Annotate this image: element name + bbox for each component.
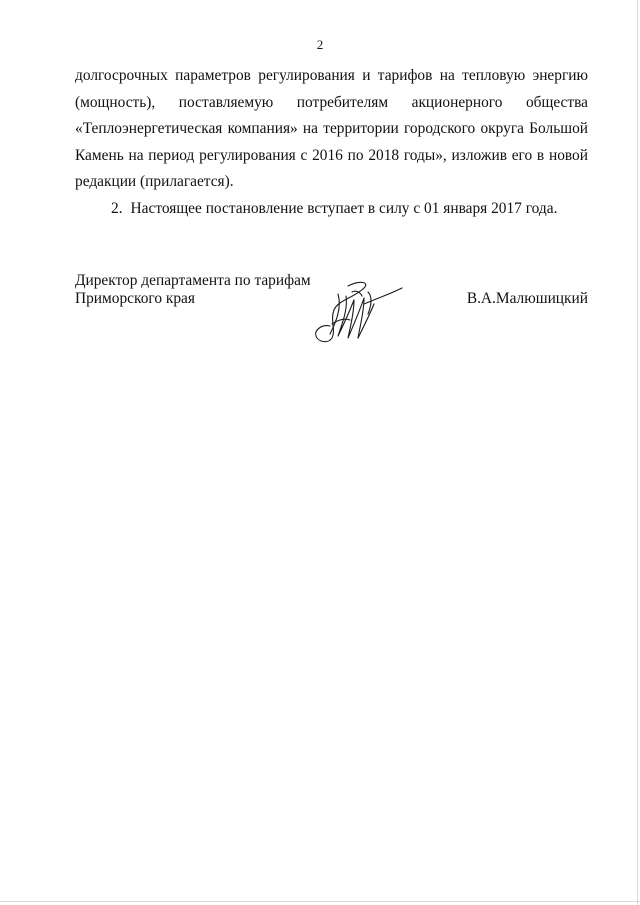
signatory-name: В.А.Малюшицкий — [466, 290, 588, 307]
paragraph-line: (мощность), поставляемую потребителям акционерного общества — [75, 93, 588, 111]
handwritten-signature — [308, 274, 408, 346]
signatory-title-line: Директор департамента по тарифам — [75, 272, 311, 289]
signatory-title-line: Приморского края — [75, 290, 195, 307]
signatory-title — [75, 272, 311, 308]
scan-edge-bottom — [0, 901, 640, 902]
paragraph-line: редакции (прилагается). — [75, 173, 234, 190]
paragraph-line: «Теплоэнергетическая компания» на территории городского округа Большой — [75, 120, 588, 137]
item-text: Настоящее постановление вступает в силу с 01 января 2017 года. — [130, 199, 558, 217]
scan-edge-right — [637, 0, 638, 905]
paragraph-continuation — [75, 63, 588, 196]
paragraph-line: Камень на период регулирования с 2016 по 2018 годы», изложив его в новой — [75, 146, 588, 164]
page-number: 2 — [316, 37, 324, 52]
signature-block — [75, 272, 588, 352]
item-number: 2. — [111, 199, 123, 217]
numbered-item-2 — [75, 196, 588, 223]
document-body — [75, 63, 588, 222]
paragraph-line: долгосрочных параметров регулирования и тарифов на тепловую энергию — [75, 67, 588, 84]
